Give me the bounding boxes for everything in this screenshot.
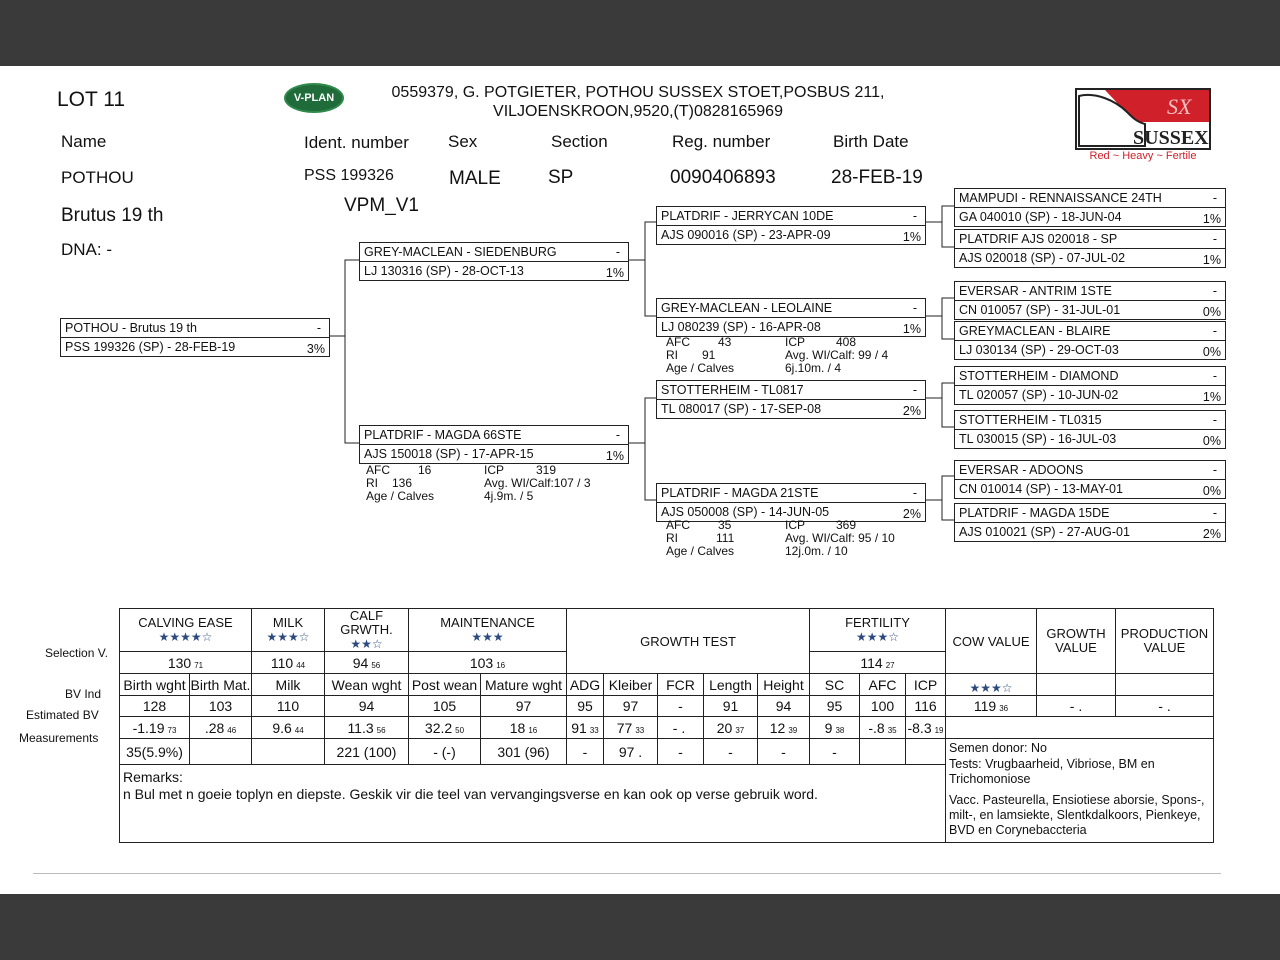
dsd-pct: 0% — [1202, 434, 1221, 448]
pedigree-sdd — [954, 321, 1226, 360]
cow-stars: ★★★☆ — [969, 681, 1013, 695]
sire-reg: LJ 130316 (SP) - 28-OCT-13 — [364, 264, 524, 278]
ebv-cell — [758, 717, 810, 739]
animal-herd: POTHOU — [61, 168, 134, 187]
bv-ind-cell: 94 — [758, 696, 810, 717]
ebv-acc: 56 — [376, 725, 386, 735]
dam-dash: - — [615, 428, 620, 442]
sd-stats — [666, 336, 926, 378]
vplan-logo: V-PLAN — [284, 83, 344, 113]
ebv-acc: 35 — [887, 725, 897, 735]
fertility-value: 114 — [860, 654, 883, 671]
group-growth-value: GROWTH VALUE — [1037, 609, 1116, 674]
ebv-cell — [658, 717, 704, 739]
ebv-cell — [409, 717, 481, 739]
bv-ind-cell: 105 — [409, 696, 481, 717]
ssd-name: PLATDRIF AJS 020018 - SP — [959, 232, 1118, 246]
ebv-value: - . — [672, 719, 686, 736]
dam-age: 4j.9m. / 5 — [484, 489, 534, 503]
fertility-stars: ★★★☆ — [855, 630, 900, 644]
measurement-cell — [860, 739, 906, 765]
dsd-name: STOTTERHEIM - TL0315 — [959, 413, 1102, 427]
ebv-cell — [190, 717, 252, 739]
trait-birth-wght: Birth wght — [120, 674, 190, 696]
remarks-text: n Bul met n goeie toplyn en diepste. Geskik vir die teel van vervangingsverse en kan ook op verse gebruik word. — [123, 786, 818, 802]
group-milk — [252, 609, 325, 652]
subject-pct: 3% — [306, 342, 325, 356]
production-value-bv: - . — [1116, 696, 1214, 717]
trait-mature-wght: Mature wght — [481, 674, 567, 696]
header-birth: Birth Date — [833, 132, 909, 151]
sss-reg: GA 040010 (SP) - 18-JUN-04 — [959, 210, 1122, 224]
ebv-value: 18 — [509, 719, 526, 736]
sd-reg: LJ 080239 (SP) - 16-APR-08 — [661, 320, 821, 334]
ssd-dash: - — [1212, 232, 1217, 246]
dam-pct: 1% — [605, 449, 624, 463]
dam-ri: 136 — [392, 476, 413, 490]
dd-icp-label: ICP — [785, 518, 806, 532]
maint-label: MAINTENANCE — [440, 615, 535, 630]
sd-name: GREY-MACLEAN - LEOLAINE — [661, 301, 833, 315]
pedigree-dds — [954, 460, 1226, 499]
group-cow-value: COW VALUE — [946, 609, 1037, 674]
sss-name: MAMPUDI - RENNAISSANCE 24TH — [959, 191, 1162, 205]
ebv-value: 77 — [616, 719, 633, 736]
ds-reg: TL 080017 (SP) - 17-SEP-08 — [661, 402, 822, 416]
calving-value: 130 — [167, 654, 192, 671]
dd-afc-label: AFC — [666, 518, 690, 532]
ebv-cell — [810, 717, 860, 739]
bv-ind-cell: 110 — [252, 696, 325, 717]
remarks-label: Remarks: — [123, 769, 183, 785]
sd-dash: - — [912, 301, 917, 315]
pedigree-dd — [656, 483, 926, 522]
measurement-cell: - — [567, 739, 604, 765]
header-sex: Sex — [448, 132, 478, 151]
measurement-cell — [190, 739, 252, 765]
logo-name: SUSSEX — [1133, 127, 1209, 149]
ebv-cell — [604, 717, 658, 739]
subject-name: POTHOU - Brutus 19 th — [65, 321, 197, 335]
ddd-dash: - — [1212, 506, 1217, 520]
owner-line-2: VILJOENSKROON,9520,(T)0828165969 — [493, 103, 783, 120]
dam-afc-label: AFC — [366, 463, 390, 477]
cow-value-bv — [946, 696, 1037, 717]
ds-pct: 2% — [902, 404, 921, 418]
pedigree-sd — [656, 298, 926, 337]
dds-name: EVERSAR - ADOONS — [959, 463, 1084, 477]
ebv-acc: 44 — [294, 725, 304, 735]
pedigree-ss — [656, 206, 926, 245]
trait-icp: ICP — [906, 674, 946, 696]
calf-value: 94 — [352, 654, 369, 671]
measurement-cell — [906, 739, 946, 765]
sd-pct: 1% — [902, 322, 921, 336]
ebv-acc: 46 — [227, 725, 237, 735]
ebv-value: 9 — [824, 719, 833, 736]
dd-name: PLATDRIF - MAGDA 21STE — [661, 486, 819, 500]
dam-stats — [366, 464, 626, 506]
ebv-acc: 16 — [528, 725, 538, 735]
dd-ri: 111 — [716, 531, 735, 545]
group-maintenance — [409, 609, 567, 652]
sdd-reg: LJ 030134 (SP) - 29-OCT-03 — [959, 343, 1119, 357]
ebv-value: 32.2 — [424, 719, 453, 736]
dam-reg: AJS 150018 (SP) - 17-APR-15 — [364, 447, 534, 461]
dd-avg-wi: Avg. WI/Calf: 95 / 10 — [785, 531, 895, 545]
sss-dash: - — [1212, 191, 1217, 205]
measurement-cell: 301 (96) — [481, 739, 567, 765]
bv-ind-cell: 95 — [810, 696, 860, 717]
bv-ind-cell: 97 — [604, 696, 658, 717]
ebv-value: 11.3 — [347, 719, 374, 736]
sd-ri: 91 — [702, 348, 716, 362]
ebv-cell — [567, 717, 604, 739]
subject-dash: - — [316, 321, 321, 335]
logo-tagline: Red ~ Heavy ~ Fertile — [1089, 150, 1197, 162]
logo-mark: SX — [1167, 94, 1192, 119]
dam-icp-label: ICP — [484, 463, 505, 477]
dam-icp: 319 — [536, 463, 557, 477]
pedigree-subject — [60, 318, 330, 357]
header-name: Name — [61, 132, 107, 151]
ebv-cell — [906, 717, 946, 739]
sire-name: GREY-MACLEAN - SIEDENBURG — [364, 245, 557, 259]
dd-icp: 369 — [836, 518, 857, 532]
calf-sub: 56 — [371, 660, 381, 670]
dss-pct: 1% — [1202, 390, 1221, 404]
sd-age-label: Age / Calves — [666, 361, 735, 375]
dd-age: 12j.0m. / 10 — [785, 544, 848, 558]
vaccination-text: Vacc. Pasteurella, Ensiotiese aborsie, Spons-, milt-, en lamsiekte, Slentkdalkoors, Pienkeye, BVD en Corynebaccteria — [949, 793, 1205, 837]
calf-stars: ★★☆ — [350, 637, 383, 651]
animal-ident: PSS 199326 — [304, 167, 394, 184]
dam-name: PLATDRIF - MAGDA 66STE — [364, 428, 522, 442]
owner-line-1: 0559379, G. POTGIETER, POTHOU SUSSEX STOET,POSBUS 211, — [391, 84, 885, 101]
trait-birth-mat: Birth Mat. — [190, 674, 252, 696]
ss-name: PLATDRIF - JERRYCAN 10DE — [661, 209, 834, 223]
measurement-cell: - — [704, 739, 758, 765]
row-label-estimated: Estimated BV — [26, 708, 99, 722]
ebv-cell — [481, 717, 567, 739]
ebv-cell — [252, 717, 325, 739]
animal-info-panel — [946, 739, 1214, 843]
ss-reg: AJS 090016 (SP) - 23-APR-09 — [661, 228, 831, 242]
tests-text: Tests: Vrugbaarheid, Vibriose, BM en Trichomoniose — [949, 757, 1155, 786]
subject-reg: PSS 199326 (SP) - 28-FEB-19 — [65, 340, 236, 354]
sire-pct: 1% — [605, 266, 624, 280]
footer-divider — [33, 873, 1221, 874]
ebv-acc: 39 — [788, 725, 798, 735]
ss-pct: 1% — [902, 230, 921, 244]
measurement-cell: - (-) — [409, 739, 481, 765]
dds-dash: - — [1212, 463, 1217, 477]
remarks-cell — [120, 765, 946, 843]
growth-value-empty — [1037, 674, 1116, 696]
sd-age: 6j.10m. / 4 — [785, 361, 842, 375]
trait-sc: SC — [810, 674, 860, 696]
milk-stars: ★★★☆ — [266, 630, 310, 644]
ebv-acc: 37 — [735, 725, 745, 735]
production-value-empty — [1116, 674, 1214, 696]
ebv-acc: 50 — [455, 725, 465, 735]
animal-reg: 0090406893 — [670, 167, 776, 188]
trait-adg: ADG — [567, 674, 604, 696]
sdd-name: GREYMACLEAN - BLAIRE — [959, 324, 1111, 338]
vpm-version: VPM_V1 — [344, 195, 419, 216]
trait-height: Height — [758, 674, 810, 696]
dds-reg: CN 010014 (SP) - 13-MAY-01 — [959, 482, 1123, 496]
ds-dash: - — [912, 383, 917, 397]
dna-status: DNA: - — [61, 240, 112, 259]
dd-afc: 35 — [718, 518, 732, 532]
calving-stars: ★★★★☆ — [158, 630, 213, 644]
trait-afc: AFC — [860, 674, 906, 696]
sds-name: EVERSAR - ANTRIM 1STE — [959, 284, 1112, 298]
header-section: Section — [551, 132, 608, 151]
header-ident: Ident. number — [304, 133, 409, 152]
dss-name: STOTTERHEIM - DIAMOND — [959, 369, 1119, 383]
selection-maintenance — [409, 652, 567, 674]
milk-value: 110 — [270, 654, 294, 671]
selection-fertility — [810, 652, 946, 674]
sdd-pct: 0% — [1202, 345, 1221, 359]
maint-value: 103 — [469, 654, 494, 671]
cow-value: 119 — [973, 698, 997, 714]
pedigree-dss — [954, 366, 1226, 405]
ebv-acc: 73 — [167, 725, 177, 735]
maint-sub: 16 — [496, 660, 506, 670]
row-label-selection: Selection V. — [45, 646, 108, 660]
ebv-acc: 33 — [589, 725, 599, 735]
trait-fcr: FCR — [658, 674, 704, 696]
sd-icp-label: ICP — [785, 335, 806, 349]
sss-pct: 1% — [1202, 212, 1221, 226]
ebv-value: 91 — [571, 719, 587, 736]
bv-ind-cell: 95 — [567, 696, 604, 717]
trait-header-row — [120, 674, 1214, 696]
sds-reg: CN 010057 (SP) - 31-JUL-01 — [959, 303, 1121, 317]
calf-label: CALF GRWTH. — [340, 608, 393, 637]
sire-dash: - — [615, 245, 620, 259]
selection-calving — [120, 652, 252, 674]
group-production-value: PRODUCTION VALUE — [1116, 609, 1214, 674]
dsd-dash: - — [1212, 413, 1217, 427]
measurement-cell: 97 . — [604, 739, 658, 765]
bv-ind-cell: - — [658, 696, 704, 717]
pedigree-ds — [656, 380, 926, 419]
ebv-extra-empty — [946, 717, 1214, 739]
trait-post-wean: Post wean — [409, 674, 481, 696]
pedigree-sss — [954, 188, 1226, 227]
cow-value-stars-cell — [946, 674, 1037, 696]
maint-stars: ★★★ — [471, 630, 504, 644]
ssd-reg: AJS 020018 (SP) - 07-JUL-02 — [959, 251, 1126, 265]
ebv-value: .28 — [204, 719, 225, 736]
ebv-value: -.8 — [868, 719, 885, 736]
measurement-cell: 35(5.9%) — [120, 739, 190, 765]
sds-pct: 0% — [1202, 305, 1221, 319]
trait-length: Length — [704, 674, 758, 696]
ssd-pct: 1% — [1202, 253, 1221, 267]
group-growth-test: GROWTH TEST — [567, 609, 810, 674]
ddd-name: PLATDRIF - MAGDA 15DE — [959, 506, 1110, 520]
bv-ind-row — [120, 696, 1214, 717]
lot-number: LOT 11 — [57, 88, 126, 111]
ebv-cell — [120, 717, 190, 739]
trait-milk: Milk — [252, 674, 325, 696]
bv-ind-cell: 103 — [190, 696, 252, 717]
trait-kleiber: Kleiber — [604, 674, 658, 696]
ddd-pct: 2% — [1202, 527, 1221, 541]
pedigree-dsd — [954, 410, 1226, 449]
animal-section: SP — [548, 167, 574, 188]
ebv-table — [119, 608, 1214, 843]
sd-ri-label: RI — [666, 348, 678, 362]
cow-value-sub: 36 — [999, 704, 1009, 713]
dd-stats — [666, 519, 926, 561]
fertility-sub: 27 — [885, 660, 895, 670]
measurements-row — [120, 739, 1214, 765]
sdd-dash: - — [1212, 324, 1217, 338]
semen-donor: Semen donor: No — [949, 741, 1047, 755]
bv-ind-cell: 94 — [325, 696, 409, 717]
measurement-cell: - — [810, 739, 860, 765]
pedigree-sire — [359, 242, 629, 281]
bv-ind-cell: 128 — [120, 696, 190, 717]
sd-avg-wi: Avg. WI/Calf: 99 / 4 — [785, 348, 889, 362]
animal-birth: 28-FEB-19 — [831, 167, 923, 188]
dam-avg-wi: Avg. WI/Calf:107 / 3 — [484, 476, 591, 490]
dss-dash: - — [1212, 369, 1217, 383]
animal-name: Brutus 19 th — [61, 205, 164, 226]
bv-ind-cell: 100 — [860, 696, 906, 717]
estimated-bv-row — [120, 717, 1214, 739]
ebv-value: -8.3 — [907, 719, 932, 736]
ebv-cell — [704, 717, 758, 739]
sd-afc: 43 — [718, 335, 732, 349]
ebv-cell — [325, 717, 409, 739]
row-label-measurements: Measurements — [19, 731, 99, 745]
sd-icp: 408 — [836, 335, 857, 349]
dd-age-label: Age / Calves — [666, 544, 735, 558]
ebv-acc: 33 — [635, 725, 645, 735]
selection-calf — [325, 652, 409, 674]
measurement-cell: 221 (100) — [325, 739, 409, 765]
ebv-acc: 38 — [835, 725, 845, 735]
pedigree-ddd — [954, 503, 1226, 542]
calving-sub: 71 — [194, 660, 204, 670]
dds-pct: 0% — [1202, 484, 1221, 498]
ebv-value: -1.19 — [132, 719, 165, 736]
growth-value-bv: - . — [1037, 696, 1116, 717]
fertility-label: FERTILITY — [845, 615, 910, 630]
ebv-value: 12 — [769, 719, 786, 736]
milk-label: MILK — [272, 615, 304, 630]
milk-sub: 44 — [296, 660, 306, 670]
sd-afc-label: AFC — [666, 335, 690, 349]
dss-reg: TL 020057 (SP) - 10-JUN-02 — [959, 388, 1119, 402]
calving-label: CALVING EASE — [138, 615, 233, 630]
dam-afc: 16 — [418, 463, 432, 477]
pedigree-ssd — [954, 229, 1226, 268]
dd-ri-label: RI — [666, 531, 678, 545]
row-label-bv-ind: BV Ind — [65, 687, 102, 701]
dd-reg: AJS 050008 (SP) - 14-JUN-05 — [661, 505, 830, 519]
ebv-value: 20 — [716, 719, 733, 736]
trait-wean-wght: Wean wght — [325, 674, 409, 696]
measurement-cell — [252, 739, 325, 765]
ss-dash: - — [912, 209, 917, 223]
measurement-cell: - — [758, 739, 810, 765]
group-fertility — [810, 609, 946, 652]
ebv-value: 9.6 — [272, 719, 292, 736]
dsd-reg: TL 030015 (SP) - 16-JUL-03 — [959, 432, 1117, 446]
bv-ind-cell: 97 — [481, 696, 567, 717]
dd-pct: 2% — [902, 507, 921, 521]
group-calving — [120, 609, 252, 652]
animal-sex: MALE — [449, 168, 501, 189]
ebv-cell — [860, 717, 906, 739]
pedigree-sds — [954, 281, 1226, 320]
sds-dash: - — [1212, 284, 1217, 298]
ebv-acc: 19 — [934, 725, 944, 735]
bv-ind-cell: 91 — [704, 696, 758, 717]
header-reg: Reg. number — [672, 132, 771, 151]
measurement-cell: - — [658, 739, 704, 765]
dam-age-label: Age / Calves — [366, 489, 435, 503]
bv-ind-cell: 116 — [906, 696, 946, 717]
dam-ri-label: RI — [366, 476, 378, 490]
group-calf — [325, 609, 409, 652]
dd-dash: - — [912, 486, 917, 500]
pedigree-dam — [359, 425, 629, 464]
ds-name: STOTTERHEIM - TL0817 — [661, 383, 804, 397]
ddd-reg: AJS 010021 (SP) - 27-AUG-01 — [959, 525, 1130, 539]
selection-milk — [252, 652, 325, 674]
